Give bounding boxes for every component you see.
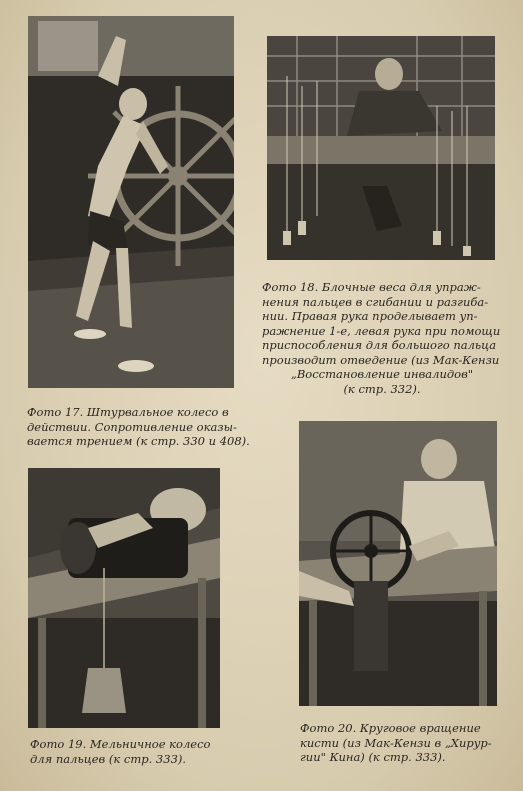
photo-17-steering-wheel (28, 16, 234, 388)
photo-20-wrist-rotation (299, 421, 497, 706)
photo-18-pulley-weights (267, 36, 495, 260)
caption-photo-18: Фото 18. Блочные веса для упраж- нения пальцев в сгибании и разгиба- нии. Правая рука проделывает уп- ражнение 1-е, левая рука при помощи приспособления для большого пальца производит отведение (из Мак-Кензи „Восстановление инвалидов" (к стр. 332). (262, 280, 501, 396)
caption-photo-19: Фото 19. Мельничное колесо для пальцев (к стр. 333). (30, 737, 211, 766)
caption-photo-17: Фото 17. Штурвальное колесо в действии. Сопротивление оказы- вается трением (к стр. 330 и 408). (27, 405, 250, 448)
photo-19-mill-wheel (28, 468, 220, 728)
caption-photo-20: Фото 20. Круговое вращение кисти (из Мак-Кензи в „Хирур- гии" Кина) (к стр. 333). (300, 721, 492, 764)
